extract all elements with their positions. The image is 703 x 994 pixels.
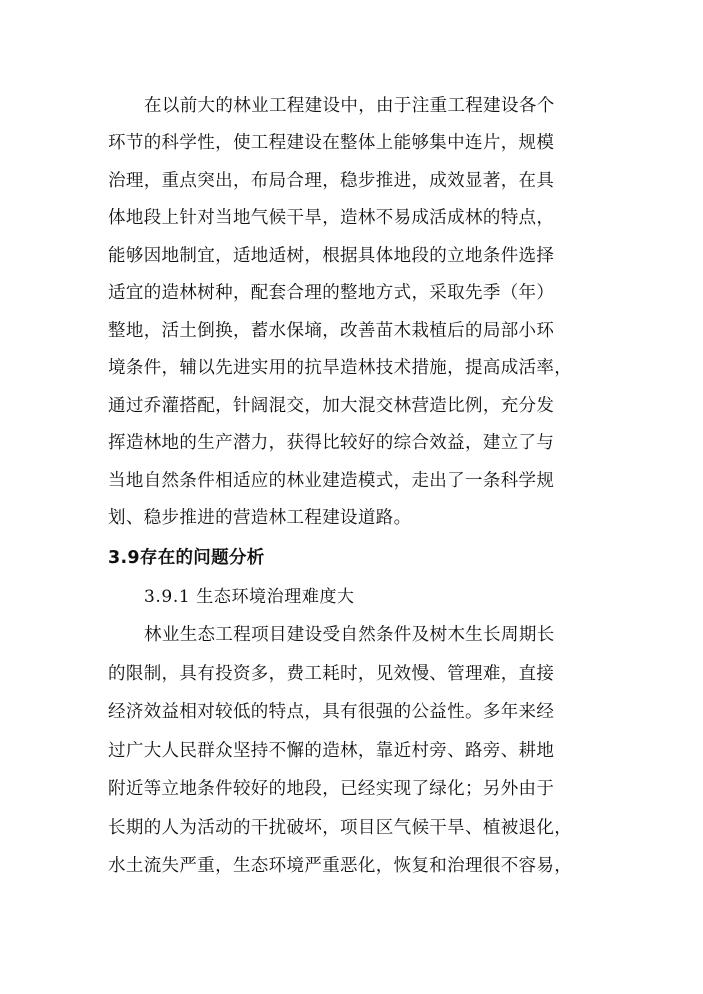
paragraph2-line: 长期的人为活动的干扰破坏，项目区气候干旱、植被退化， <box>108 818 573 838</box>
paragraph1-line: 体地段上针对当地气候干旱，造林不易成活成林的特点， <box>108 208 555 228</box>
paragraph2-line: 过广大人民群众坚持不懈的造林，靠近村旁、路旁、耕地 <box>108 741 555 761</box>
subsection-heading: 3.9.1 生态环境治理难度大 <box>144 587 355 607</box>
paragraph1-line: 划、稳步推进的营造林工程建设道路。 <box>108 508 412 528</box>
paragraph1-line: 当地自然条件相适应的林业建造模式，走出了一条科学规 <box>108 471 555 491</box>
paragraph1-line: 环节的科学性，使工程建设在整体上能够集中连片，规模 <box>108 133 555 153</box>
section-heading: 3.9存在的问题分析 <box>108 548 265 568</box>
paragraph1-line: 在以前大的林业工程建设中，由于注重工程建设各个 <box>144 96 555 116</box>
paragraph2-line: 的限制，具有投资多，费工耗时，见效慢、管理难，直接 <box>108 664 555 684</box>
paragraph1-line: 通过乔灌搭配，针阔混交，加大混交林营造比例，充分发 <box>108 396 555 416</box>
paragraph2-line: 附近等立地条件较好的地段，已经实现了绿化；另外由于 <box>108 779 555 799</box>
paragraph1-line: 挥造林地的生产潜力，获得比较好的综合效益，建立了与 <box>108 433 555 453</box>
paragraph1-line: 适宜的造林树种，配套合理的整地方式，采取先季（年） <box>108 283 555 303</box>
paragraph1-line: 能够因地制宜，适地适树，根据具体地段的立地条件选择 <box>108 246 555 266</box>
paragraph2-line: 经济效益相对较低的特点，具有很强的公益性。多年来经 <box>108 702 555 722</box>
paragraph2-line: 林业生态工程项目建设受自然条件及树木生长周期长 <box>144 625 555 645</box>
paragraph1-line: 治理，重点突出，布局合理，稳步推进，成效显著，在具 <box>108 171 555 191</box>
paragraph2-line: 水土流失严重，生态环境严重恶化，恢复和治理很不容易， <box>108 856 573 876</box>
paragraph1-line: 整地，活土倒换，蓄水保墒，改善苗木栽植后的局部小环 <box>108 321 555 341</box>
paragraph1-line: 境条件，辅以先进实用的抗旱造林技术措施，提高成活率， <box>108 358 573 378</box>
